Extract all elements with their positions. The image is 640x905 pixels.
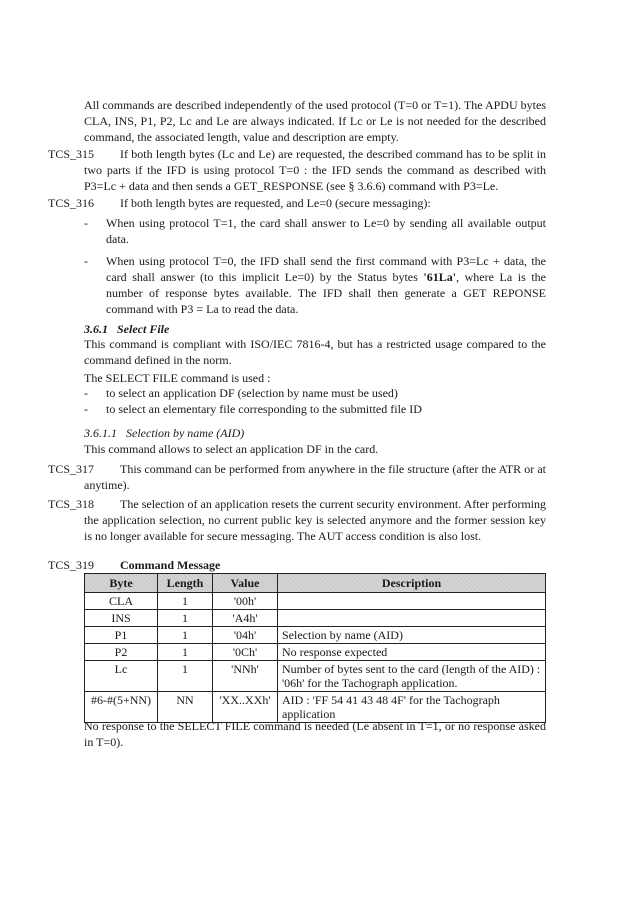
- tcs-318-text: The selection of an application resets the current security environment. After performing the application selection, no current public key is selected anymore and the former session key is no longer available for secure messaging. The AUT access condition is also lost.: [84, 497, 546, 543]
- status-bytes-bold: '61La': [423, 270, 457, 284]
- tcs-317-text: This command can be performed from anywhere in the file structure (after the ATR or at anytime).: [84, 462, 546, 492]
- cell-length: NN: [158, 692, 213, 723]
- tcs-316: [48, 195, 546, 211]
- list-item: [84, 385, 546, 401]
- cell-description: [278, 610, 546, 627]
- section-heading-3-6-1-1: [84, 425, 244, 441]
- cell-length: 1: [158, 593, 213, 610]
- tcs-318-id: TCS_318: [48, 497, 95, 511]
- cell-length: 1: [158, 610, 213, 627]
- section-number: 3.6.1.1: [84, 426, 117, 440]
- select-description: This command is compliant with ISO/IEC 7816-4, but has a restricted usage compared to the command defined in the norm.: [84, 337, 546, 367]
- bullet-dash: -: [84, 386, 88, 400]
- table-row: [85, 644, 546, 661]
- bullet-text-pre: When using protocol T=0, the IFD shall send the first command with P3=Lc + data, the card shall answer (to this implicit Le=0) by the Status bytes: [106, 254, 546, 284]
- tcs-319-heading: Command Message: [120, 558, 221, 572]
- table-row: [85, 661, 546, 692]
- cell-length: 1: [158, 627, 213, 644]
- select-usage-intro: The SELECT FILE command is used :: [84, 371, 271, 385]
- list-item: [84, 215, 546, 247]
- header-value: Value: [213, 574, 278, 593]
- tcs-315-text: If both length bytes (Lc and Le) are requested, the described command has to be split in two parts if the IFD is using protocol T=0 : the IFD sends the command as described with P3=Lc + data and then sends a GET_RESPONSE (see § 3.6.6) command with P3=Le.: [84, 147, 546, 193]
- list-item: [84, 401, 546, 417]
- tcs-318: [48, 496, 546, 544]
- cell-byte: #6-#(5+NN): [85, 692, 158, 723]
- cell-value: '00h': [213, 593, 278, 610]
- select-bullets: [84, 385, 546, 417]
- cell-description: AID : 'FF 54 41 43 48 4F' for the Tachograph application: [278, 692, 546, 723]
- cell-byte: INS: [85, 610, 158, 627]
- cell-description: Selection by name (AID): [278, 627, 546, 644]
- cell-byte: P1: [85, 627, 158, 644]
- bullet-dash: -: [84, 254, 88, 268]
- table-header-row: [85, 574, 546, 593]
- tcs-316-text: If both length bytes are requested, and Le=0 (secure messaging):: [120, 196, 431, 210]
- tcs-319-id: TCS_319: [48, 558, 95, 572]
- intro-paragraph: All commands are described independently of the used protocol (T=0 or T=1). The APDU bytes CLA, INS, P1, P2, Lc and Le are always indicated. If Lc or Le is not needed for the described command, the associated length, value and description are empty.: [84, 98, 546, 144]
- tcs-315: [48, 146, 546, 194]
- cell-value: '0Ch': [213, 644, 278, 661]
- cell-length: 1: [158, 644, 213, 661]
- header-byte: Byte: [85, 574, 158, 593]
- header-length: Length: [158, 574, 213, 593]
- aid-description: This command allows to select an application DF in the card.: [84, 442, 379, 456]
- tcs-317: [48, 461, 546, 493]
- bullet-dash: -: [84, 402, 88, 416]
- command-message-table: [84, 573, 546, 723]
- section-title: Select File: [117, 322, 170, 336]
- bullet-text-post: , where La is the number of response bytes available. The IFD shall then generate a GET REPONSE command with P3 = La to read the data.: [106, 270, 547, 316]
- tcs-315-id: TCS_315: [48, 147, 95, 161]
- cell-description: Number of bytes sent to the card (length of the AID) : '06h' for the Tachograph application.: [278, 661, 546, 692]
- bullet-text: to select an elementary file corresponding to the submitted file ID: [106, 402, 422, 416]
- cell-byte: P2: [85, 644, 158, 661]
- table-row: [85, 610, 546, 627]
- cell-value: 'NNh': [213, 661, 278, 692]
- cell-description: [278, 593, 546, 610]
- cell-value: '04h': [213, 627, 278, 644]
- tcs-317-id: TCS_317: [48, 462, 95, 476]
- table-row: [85, 593, 546, 610]
- cell-byte: Lc: [85, 661, 158, 692]
- section-title: Selection by name (AID): [126, 426, 245, 440]
- tcs-319: [48, 557, 546, 573]
- cell-byte: CLA: [85, 593, 158, 610]
- tcs-316-id: TCS_316: [48, 196, 95, 210]
- header-description: Description: [278, 574, 546, 593]
- cell-length: 1: [158, 661, 213, 692]
- tcs-316-bullets: [84, 215, 546, 323]
- cell-value: 'A4h': [213, 610, 278, 627]
- section-number: 3.6.1: [84, 322, 108, 336]
- cell-description: No response expected: [278, 644, 546, 661]
- cell-value: 'XX..XXh': [213, 692, 278, 723]
- list-item: [84, 253, 546, 317]
- table-row: [85, 627, 546, 644]
- footer-note: No response to the SELECT FILE command is needed (Le absent in T=1, or no response asked in T=0).: [84, 719, 546, 749]
- bullet-dash: -: [84, 216, 88, 230]
- bullet-text: When using protocol T=1, the card shall answer to Le=0 by sending all available output data.: [106, 216, 546, 246]
- bullet-text: to select an application DF (selection by name must be used): [106, 386, 398, 400]
- section-heading-3-6-1: [84, 321, 169, 337]
